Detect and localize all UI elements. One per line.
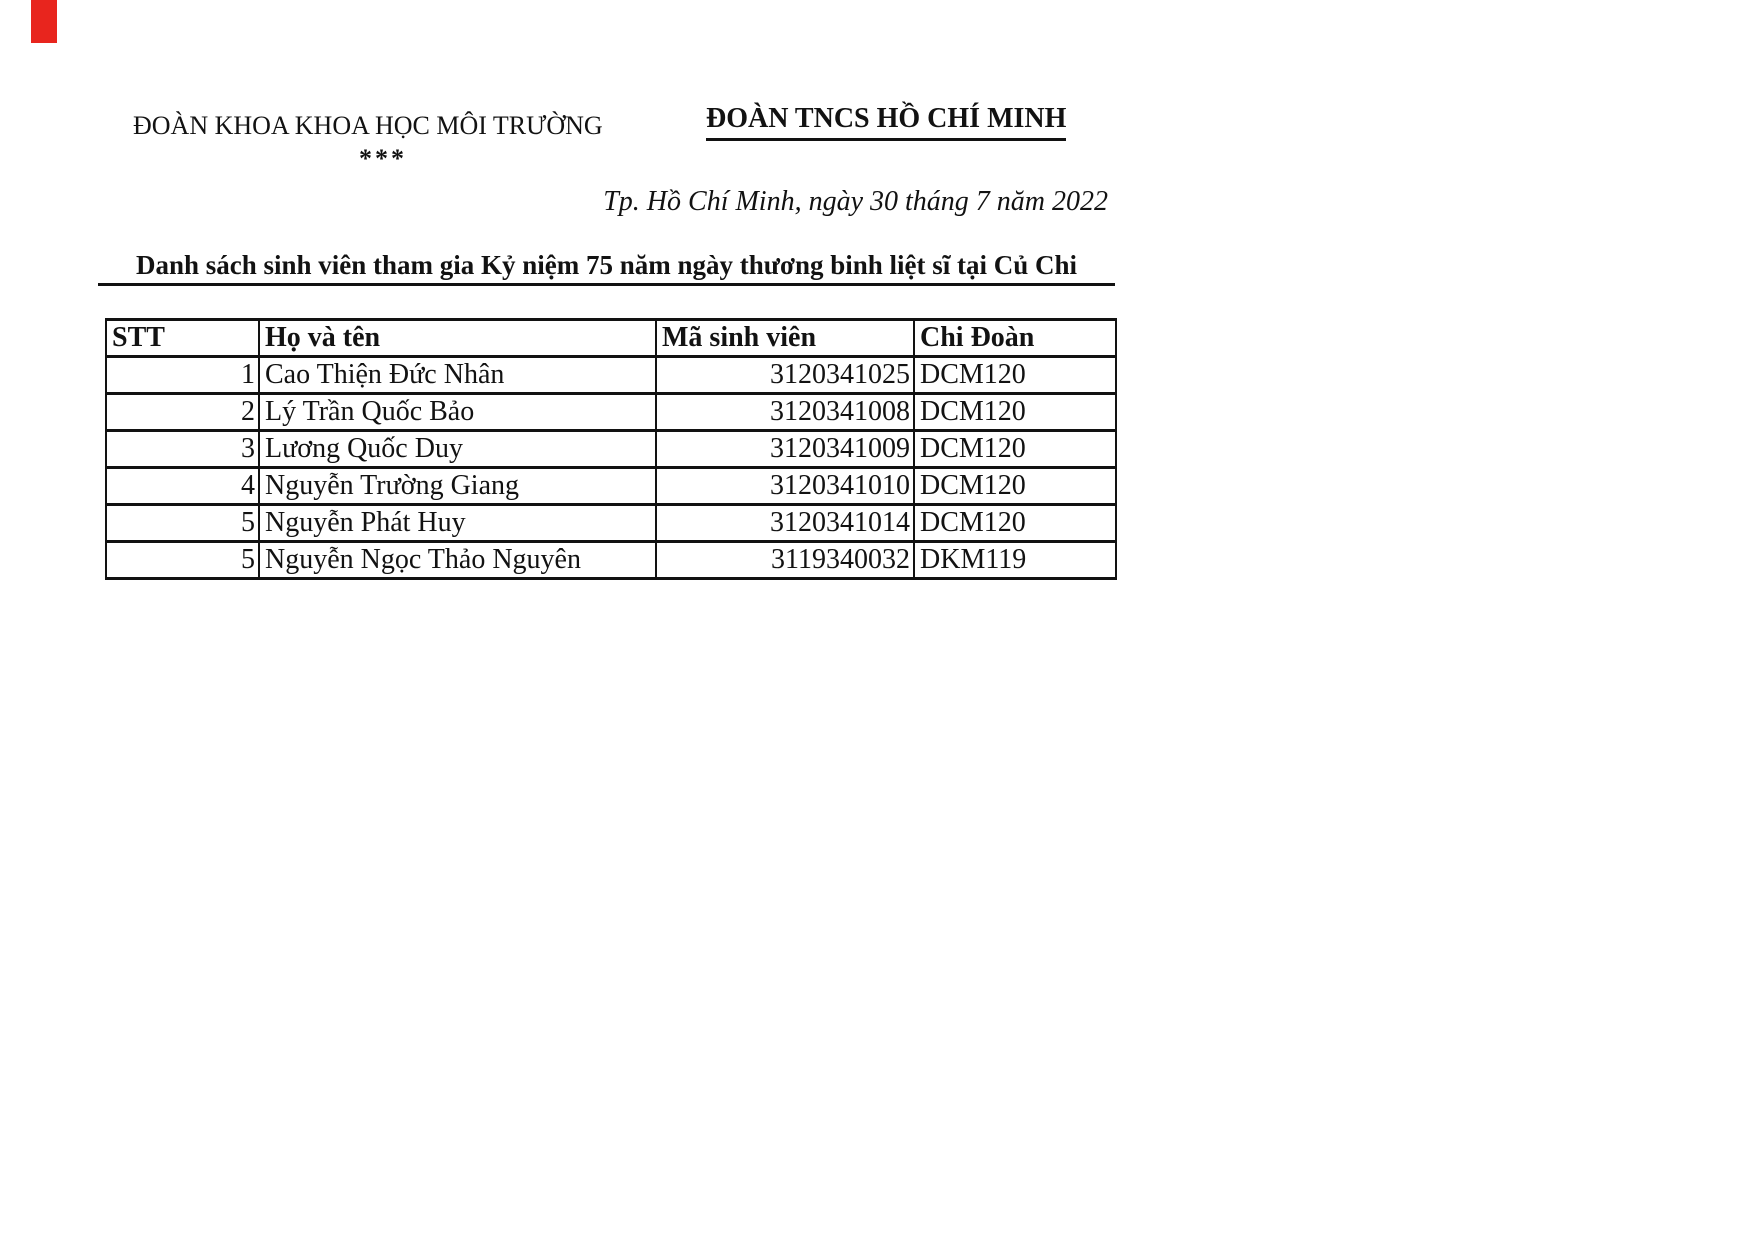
cell-name: Lý Trần Quốc Bảo: [259, 394, 656, 431]
document-title: Danh sách sinh viên tham gia Kỷ niệm 75 năm ngày thương binh liệt sĩ tại Củ Chi: [135, 250, 1078, 280]
red-marker: [31, 0, 57, 43]
table-row: [106, 394, 1116, 431]
date-line: Tp. Hồ Chí Minh, ngày 30 tháng 7 năm 2022: [603, 186, 1108, 217]
cell-student-id: 3120341008: [656, 394, 914, 431]
student-table-body: [106, 357, 1116, 579]
column-header-name: Họ và tên: [259, 320, 656, 357]
student-table: [105, 318, 1117, 580]
cell-chi-doan: DCM120: [914, 431, 1116, 468]
table-header-row: [106, 320, 1116, 357]
cell-stt: 2: [106, 394, 259, 431]
cell-student-id: 3120341010: [656, 468, 914, 505]
cell-chi-doan: DCM120: [914, 468, 1116, 505]
table-row: [106, 468, 1116, 505]
cell-student-id: 3119340032: [656, 542, 914, 579]
table-row: [106, 357, 1116, 394]
org-name-right: ĐOÀN TNCS HỒ CHÍ MINH: [706, 102, 1066, 141]
column-header-student-id: Mã sinh viên: [656, 320, 914, 357]
cell-name: Nguyễn Ngọc Thảo Nguyên: [259, 542, 656, 579]
student-table-header: [106, 320, 1116, 357]
cell-chi-doan: DCM120: [914, 357, 1116, 394]
column-header-stt: STT: [106, 320, 259, 357]
column-header-chi-doan: Chi Đoàn: [914, 320, 1116, 357]
cell-chi-doan: DCM120: [914, 505, 1116, 542]
cell-name: Nguyễn Phát Huy: [259, 505, 656, 542]
cell-stt: 3: [106, 431, 259, 468]
document-title-underline: [98, 249, 1115, 286]
cell-stt: 4: [106, 468, 259, 505]
org-left-stars-divider: ***: [359, 144, 407, 173]
cell-stt: 5: [106, 542, 259, 579]
org-name-left: ĐOÀN KHOA KHOA HỌC MÔI TRƯỜNG: [133, 111, 603, 140]
table-row: [106, 505, 1116, 542]
cell-student-id: 3120341025: [656, 357, 914, 394]
cell-stt: 1: [106, 357, 259, 394]
cell-student-id: 3120341009: [656, 431, 914, 468]
cell-name: Cao Thiện Đức Nhân: [259, 357, 656, 394]
cell-chi-doan: DCM120: [914, 394, 1116, 431]
table-row: [106, 431, 1116, 468]
cell-student-id: 3120341014: [656, 505, 914, 542]
cell-name: Lương Quốc Duy: [259, 431, 656, 468]
cell-stt: 5: [106, 505, 259, 542]
cell-name: Nguyễn Trường Giang: [259, 468, 656, 505]
cell-chi-doan: DKM119: [914, 542, 1116, 579]
table-row: [106, 542, 1116, 579]
